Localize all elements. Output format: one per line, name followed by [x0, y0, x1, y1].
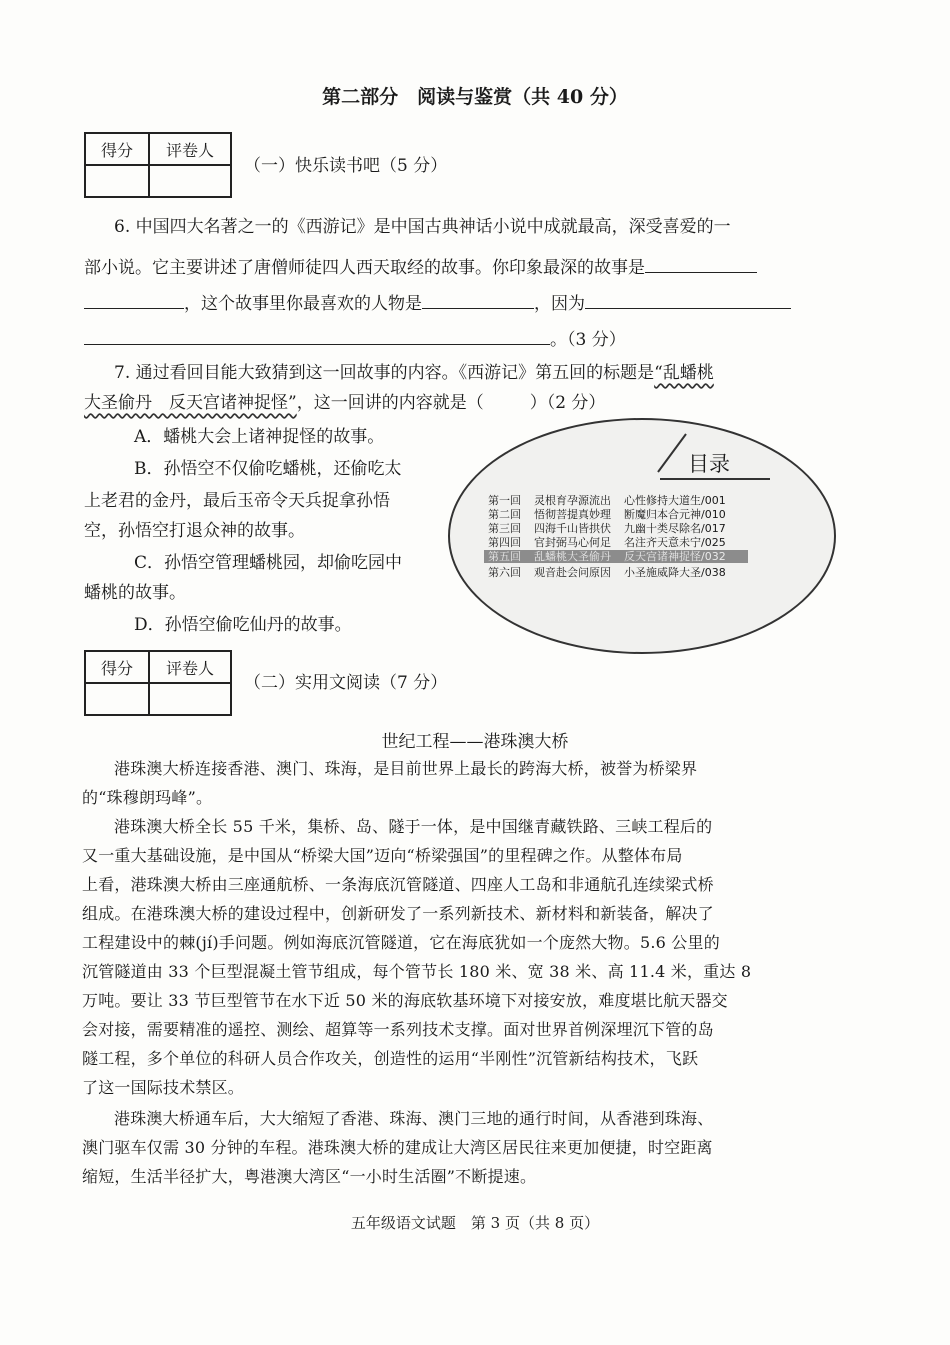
toc-row-num: 第一回 — [488, 494, 521, 507]
score-cell[interactable] — [85, 165, 149, 197]
toc-row-a: 灵根育孕源流出 — [534, 494, 611, 507]
toc-row-num: 第四回 — [488, 536, 521, 549]
q6-blank-character[interactable] — [422, 290, 534, 309]
q7-option-b-line3: 空，孙悟空打退众神的故事。 — [84, 521, 305, 541]
q6-line3 — [84, 290, 791, 315]
q7-line2-b: ，这一回讲的内容就是（ — [296, 393, 484, 413]
toc-row-b: 断魔归本合元神/010 — [624, 508, 726, 521]
q7-option-d: D．孙悟空偷吃仙丹的故事。 — [134, 615, 352, 635]
toc-row-b: 名注齐天意未宁/025 — [624, 536, 726, 549]
toc-row-2 — [488, 508, 744, 521]
article-line: 隧工程，多个单位的科研人员合作攻关，创造性的运用“半刚性”沉管新结构技术，飞跃 — [82, 1049, 699, 1068]
grader-header: 评卷人 — [149, 133, 231, 165]
toc-row-num: 第三回 — [488, 522, 521, 535]
q7-option-c-line1: C．孙悟空管理蟠桃园，却偷吃园中 — [134, 553, 403, 573]
q7-line1 — [114, 362, 714, 384]
toc-label-underline — [660, 478, 770, 480]
q6-blank-story-1[interactable] — [645, 254, 757, 273]
article-line: 了这一国际技术禁区。 — [82, 1078, 245, 1097]
toc-row-a: 官封弼马心何足 — [534, 536, 611, 549]
q7-option-b-line2: 上老君的金丹，最后玉帝令天兵捉拿孙悟 — [84, 491, 390, 511]
score-table-1 — [84, 132, 232, 198]
q7-title-part2: 大圣偷丹 反天宫诸神捉怪” — [84, 393, 297, 413]
article-line: 又一重大基础设施，是中国从“桥梁大国”迈向“桥梁强国”的里程碑之作。从整体布局 — [82, 846, 683, 865]
toc-label: 目录 — [688, 452, 730, 476]
grader-cell[interactable] — [149, 165, 231, 197]
toc-row-b: 心性修持大道生/001 — [624, 494, 726, 507]
article-line: 会对接，需要精准的遥控、测绘、超算等一系列技术支撑。面对世界首例深埋沉下管的岛 — [82, 1020, 714, 1039]
score-cell[interactable] — [85, 683, 149, 715]
toc-row-4 — [488, 536, 744, 549]
toc-row-a: 观音赴会问原因 — [534, 566, 611, 579]
grader-header: 评卷人 — [149, 651, 231, 683]
score-header: 得分 — [85, 651, 149, 683]
section-title: 第二部分 阅读与鉴赏（共 40 分） — [322, 86, 628, 108]
part1-heading: （一）快乐读书吧（5 分） — [244, 156, 448, 176]
q6-line3-b: ，因为 — [534, 294, 585, 314]
q6-blank-reason-2[interactable] — [84, 326, 550, 345]
q7-line1-a: 7. 通过看回目能大致猜到这一回故事的内容。《西游记》第五回的标题是 — [114, 363, 655, 383]
article-line: 组成。在港珠澳大桥的建设过程中，创新研发了一系列新技术、新材料和新装备，解决了 — [82, 904, 714, 923]
article-line: 工程建设中的棘(jí)手问题。例如海底沉管隧道，它在海底犹如一个庞然大物。5.6 公里的 — [82, 933, 720, 952]
q7-title-part1: “乱蟠桃 — [654, 363, 714, 383]
article-line: 上看，港珠澳大桥由三座通航桥、一条海底沉管隧道、四座人工岛和非通航孔连续梁式桥 — [82, 875, 714, 894]
toc-row-b: 小圣施威降大圣/038 — [624, 566, 726, 579]
toc-row-1 — [488, 494, 744, 507]
article-line: 万吨。要让 33 节巨型管节在水下近 50 米的海底软基环境下对接安放，难度堪比航天器交 — [82, 991, 728, 1010]
q6-line4-end: 。（3 分） — [550, 330, 626, 350]
q6-line4 — [84, 326, 626, 351]
toc-row-num: 第五回 — [488, 550, 521, 563]
toc-row-a: 四海千山皆拱伏 — [534, 522, 611, 535]
toc-row-b: 反天宫诸神捉怪/032 — [624, 550, 726, 563]
article-title: 世纪工程——港珠澳大桥 — [381, 732, 569, 752]
article-line: 缩短，生活半径扩大，粤港澳大湾区“一小时生活圈”不断提速。 — [82, 1167, 537, 1186]
toc-row-num: 第六回 — [488, 566, 521, 579]
toc-row-3 — [488, 522, 744, 535]
article-line: 沉管隧道由 33 个巨型混凝土管节组成，每个管节长 180 米、宽 38 米、高 11.4 米，重达 8 — [82, 962, 752, 981]
score-table-2 — [84, 650, 232, 716]
toc-row-6 — [488, 566, 744, 579]
q7-option-c-line2: 蟠桃的故事。 — [84, 583, 186, 603]
article-line: 澳门驱车仅需 30 分钟的车程。港珠澳大桥的建成让大湾区居民往来更加便捷，时空距离 — [82, 1138, 713, 1157]
article-line: 的“珠穆朗玛峰”。 — [82, 788, 213, 807]
q7-line2-c: ）（2 分） — [529, 393, 606, 413]
q7-option-a: A．蟠桃大会上诸神捉怪的故事。 — [134, 427, 385, 447]
page-footer: 五年级语文试题 第 3 页（共 8 页） — [350, 1214, 600, 1232]
toc-row-5-highlighted — [484, 550, 748, 563]
q7-option-b-line1: B．孙悟空不仅偷吃蟠桃，还偷吃太 — [134, 459, 402, 479]
grader-cell[interactable] — [149, 683, 231, 715]
part2-heading: （二）实用文阅读（7 分） — [244, 673, 448, 693]
q6-line1: 6. 中国四大名著之一的《西游记》是中国古典神话小说中成就最高，深受喜爱的一 — [114, 217, 731, 237]
article-line: 港珠澳大桥全长 55 千米，集桥、岛、隧于一体，是中国继青藏铁路、三峡工程后的 — [114, 817, 713, 836]
article-line: 港珠澳大桥通车后，大大缩短了香港、珠海、澳门三地的通行时间，从香港到珠海、 — [114, 1109, 714, 1128]
q6-line2 — [84, 254, 757, 279]
score-header: 得分 — [85, 133, 149, 165]
toc-row-num: 第二回 — [488, 508, 521, 521]
q7-line2 — [84, 392, 605, 414]
toc-row-a: 悟彻菩提真妙理 — [534, 508, 611, 521]
q6-line2-text: 部小说。它主要讲述了唐僧师徒四人西天取经的故事。你印象最深的故事是 — [84, 258, 645, 278]
q6-blank-story-2[interactable] — [84, 290, 184, 309]
toc-row-a: 乱蟠桃大圣偷丹 — [534, 550, 611, 563]
toc-row-b: 九幽十类尽除名/017 — [624, 522, 726, 535]
slash-mark-icon — [650, 430, 690, 476]
q6-blank-reason-1[interactable] — [585, 290, 791, 309]
q6-line3-a: ，这个故事里你最喜欢的人物是 — [184, 294, 422, 314]
article-line: 港珠澳大桥连接香港、澳门、珠海，是目前世界上最长的跨海大桥，被誉为桥梁界 — [114, 759, 698, 778]
